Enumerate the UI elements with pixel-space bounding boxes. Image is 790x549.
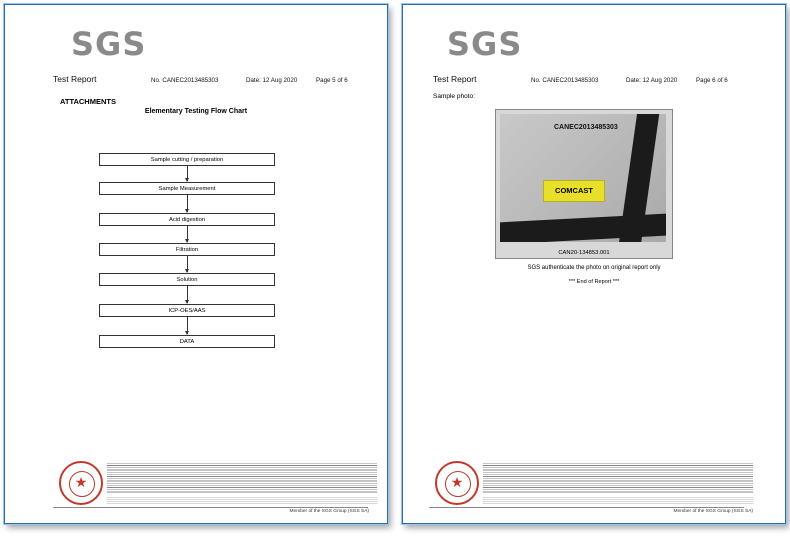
page-footer — [429, 459, 777, 515]
seal-star-icon: ★ — [74, 474, 88, 490]
sample-photo-label: Sample photo: — [433, 93, 475, 100]
flow-step: DATA — [99, 335, 275, 348]
report-page-5 — [4, 4, 388, 524]
sgs-logo: SGS — [71, 25, 147, 63]
flow-arrow — [187, 226, 188, 242]
flow-arrow — [187, 317, 188, 334]
seal-star-icon: ★ — [450, 474, 464, 490]
member-text: Member of the SGS Group (SGS SA) — [673, 509, 753, 514]
flow-step: Sample cutting / preparation — [99, 153, 275, 166]
report-page-6 — [402, 4, 786, 524]
company-seal — [435, 461, 479, 505]
authenticate-note: SGS authenticate the photo on original report only — [527, 265, 661, 271]
attachments-heading: ATTACHMENTS — [60, 97, 116, 106]
photo-sample-id: CAN20-134853.001 — [558, 250, 610, 256]
flow-arrow — [187, 166, 188, 181]
fine-print — [483, 463, 753, 493]
flow-arrow — [187, 286, 188, 303]
page-footer — [53, 459, 379, 515]
report-number: No. CANEC2013485303 — [151, 77, 219, 84]
report-date: Date: 12 Aug 2020 — [246, 77, 298, 84]
report-number: No. CANEC2013485303 — [531, 77, 599, 84]
flow-step: Acid digestion — [99, 213, 275, 226]
footer-rule — [53, 507, 368, 508]
report-header — [433, 75, 755, 87]
sample-photo — [495, 109, 673, 259]
address-lines — [483, 497, 753, 505]
page-number: Page 6 of 6 — [696, 77, 728, 84]
report-title: Test Report — [433, 74, 477, 84]
footer-rule — [429, 507, 744, 508]
report-date: Date: 12 Aug 2020 — [626, 77, 678, 84]
member-text: Member of the SGS Group (SGS SA) — [289, 509, 369, 514]
flow-step: Filtration — [99, 243, 275, 256]
page-number: Page 5 of 6 — [316, 77, 348, 84]
flow-step: Sample Measurement — [99, 182, 275, 195]
end-of-report: *** End of Report *** — [568, 279, 620, 285]
photo-image — [500, 114, 666, 242]
report-header — [53, 75, 357, 87]
flow-step: Solution — [99, 273, 275, 286]
flow-chart-title: Elementary Testing Flow Chart — [144, 108, 248, 115]
flow-arrow — [187, 195, 188, 212]
flow-step: ICP-OES/AAS — [99, 304, 275, 317]
report-title: Test Report — [53, 74, 97, 84]
product-tag: COMCAST — [543, 180, 605, 202]
company-seal — [59, 461, 103, 505]
photo-report-number: CANEC2013485303 — [554, 124, 618, 131]
flow-arrow — [187, 256, 188, 272]
address-lines — [107, 497, 377, 505]
sgs-logo: SGS — [447, 25, 523, 63]
fine-print — [107, 463, 377, 493]
